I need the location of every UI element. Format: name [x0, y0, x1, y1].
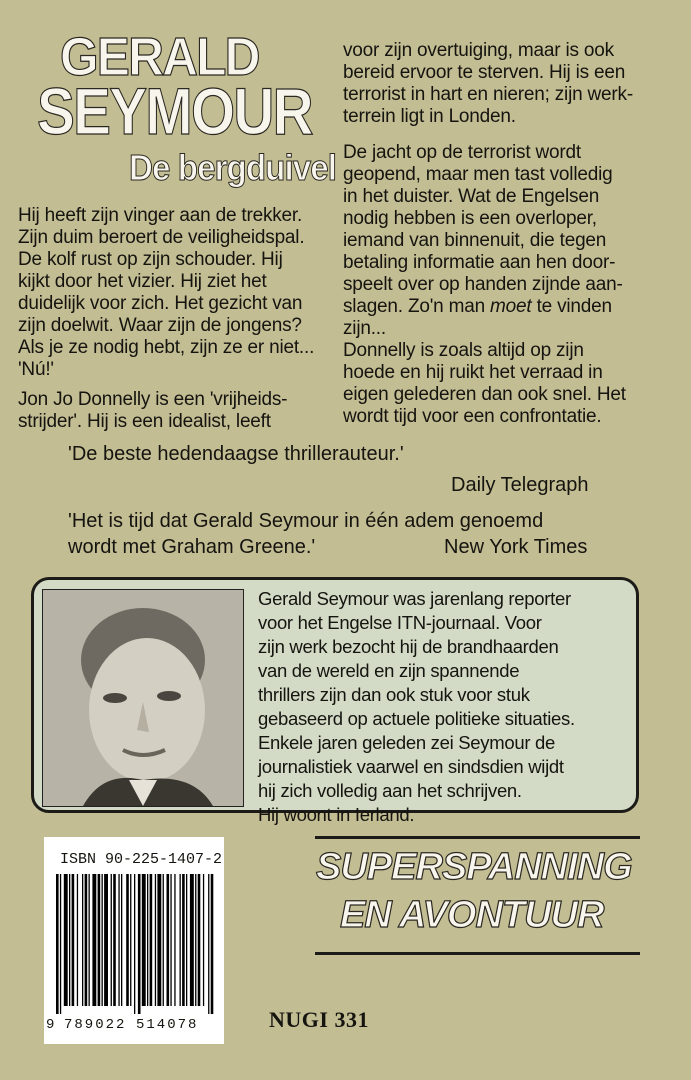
barcode-bar [102, 874, 103, 1006]
barcode-bar [126, 874, 129, 1006]
bio-line: thrillers zijn dan ook stuk voor stuk [258, 684, 530, 705]
bio-line: Enkele jaren geleden zei Seymour de [258, 732, 555, 753]
blurb-line: betaling informatie aan hen door- [343, 252, 616, 273]
barcode-digit-first: 9 [46, 1017, 55, 1033]
barcode-bar [60, 874, 61, 1014]
barcode-bar [82, 874, 83, 1006]
barcode-bar [64, 874, 68, 1006]
barcode-image [56, 874, 214, 1014]
author-portrait-image [43, 590, 243, 806]
bio-line: Gerald Seymour was jarenlang reporter [258, 588, 571, 609]
barcode-bar [147, 874, 148, 1006]
author-photo [42, 589, 244, 807]
emphasis-text: moet [490, 296, 532, 317]
blurb-line: geopend, maar men tast volledig [343, 164, 613, 185]
blurb-line: Jon Jo Donnelly is een 'vrijheids- [18, 389, 288, 410]
book-title: De bergduivel [129, 147, 337, 188]
review-quote-2-line1: 'Het is tijd dat Gerald Seymour in één adem genoemd [68, 510, 544, 532]
barcode-bar [180, 874, 181, 1006]
blurb-line: De jacht op de terrorist wordt [343, 142, 581, 163]
barcode-bar [85, 874, 88, 1006]
review-source-2: New York Times [444, 536, 588, 558]
review-quote-2-line2: wordt met Graham Greene.' [68, 536, 316, 558]
blurb-line: kijkt door het vizier. Hij ziet het [18, 271, 267, 292]
slogan-top-rule [315, 836, 640, 839]
blurb-line: strijder'. Hij is een idealist, leeft [18, 411, 271, 432]
bio-line: hij zich volledig aan het schrijven. [258, 780, 522, 801]
blurb-line: duidelijk voor zich. Het gezicht van [18, 293, 303, 314]
barcode-bar [92, 874, 96, 1006]
blurb-line: nodig hebben is een overloper, [343, 208, 597, 229]
author-name-line1: GERALD [60, 27, 259, 87]
blurb-line: terrein ligt in Londen. [343, 106, 516, 127]
blurb-line: wordt tijd voor een confrontatie. [343, 406, 602, 427]
barcode-digits-right: 514078 [136, 1017, 199, 1033]
barcode-bar [203, 874, 204, 1006]
blurb-line: Hij heeft zijn vinger aan de trekker. [18, 205, 303, 226]
blurb-line: eigen gelederen dan ook snel. Het [343, 384, 626, 405]
barcode-bar [121, 874, 122, 1006]
blurb-line: Zijn duim beroert de veiligheidspal. [18, 227, 305, 248]
bio-line: zijn werk bezocht hij de brandhaarden [258, 636, 559, 657]
barcode-bar [190, 874, 194, 1006]
barcode-bar [138, 874, 141, 1014]
barcode-bar [142, 874, 146, 1006]
blurb-line: De kolf rust op zijn schouder. Hij [18, 249, 283, 270]
blurb-line: Donnelly is zoals altijd op zijn [343, 340, 584, 361]
series-slogan-line1: SUPERSPANNING [316, 846, 632, 888]
barcode-bar [72, 874, 75, 1006]
barcode-bar [195, 874, 196, 1006]
blurb-left-column [18, 205, 314, 433]
barcode-bar [69, 874, 70, 1006]
blurb-line: terrorist in hart en nieren; zijn werk- [343, 84, 633, 105]
blurb-text: te vinden [531, 296, 612, 317]
blurb-line: bereid ervoor te sterven. Hij is een [343, 62, 626, 83]
blurb-line: in het duister. Wat de Engelsen [343, 186, 600, 207]
barcode-bar [155, 874, 156, 1006]
bio-line: van de wereld en zijn spannende [258, 660, 520, 681]
bio-line: gebaseerd op actuele politieke situaties. [258, 708, 575, 729]
barcode-bar [118, 874, 119, 1006]
blurb-line: speelt over op handen zijnde aan- [343, 274, 623, 295]
barcode-bar [170, 874, 171, 1006]
blurb-text: slagen. Zo'n man [343, 296, 491, 317]
review-quote-1: 'De beste hedendaagse thrillerauteur.' [68, 443, 404, 465]
barcode-bar [211, 874, 214, 1014]
barcode-bar [208, 874, 209, 1014]
bio-line: Hij woont in Ierland. [258, 804, 415, 825]
barcode-bar [111, 874, 112, 1006]
barcode-bar [98, 874, 101, 1006]
barcode-bar [198, 874, 201, 1006]
barcode-bar [113, 874, 116, 1006]
bio-line: voor het Engelse ITN-journaal. Voor [258, 612, 542, 633]
isbn-number: ISBN 90-225-1407-2 [60, 851, 223, 868]
barcode-bar [186, 874, 187, 1006]
blurb-line: zijn doelwit. Waar zijn de jongens? [18, 315, 302, 336]
series-slogan-line2: EN AVONTUUR [340, 894, 604, 936]
barcode-bar [77, 874, 78, 1006]
bio-line: journalistiek vaarwel en sindsdien wijdt [258, 756, 564, 777]
blurb-line: iemand van binnenuit, die tegen [343, 230, 607, 251]
blurb-line: 'Nú!' [18, 359, 54, 380]
barcode-bar [104, 874, 108, 1006]
barcode-bar [56, 874, 59, 1014]
barcode-bar [167, 874, 170, 1006]
barcode-bar [174, 874, 175, 1006]
blurb-line: zijn... [343, 318, 386, 339]
blurb-line: Als je ze nodig hebt, zijn ze er niet... [18, 337, 315, 358]
barcode-bar [163, 874, 164, 1006]
blurb-line: voor zijn overtuiging, maar is ook [343, 40, 614, 61]
author-bio-text [258, 587, 575, 827]
barcode-bar [130, 874, 131, 1006]
slogan-bottom-rule [315, 952, 640, 955]
barcode-bar [134, 874, 135, 1014]
barcode-bar [150, 874, 153, 1006]
barcode-digits-left: 789022 [64, 1017, 127, 1033]
blurb-line: hoede en hij ruikt het verraad in [343, 362, 603, 383]
barcode-bar [182, 874, 185, 1006]
author-name-line2: SEYMOUR [37, 74, 312, 148]
nugi-code: NUGI 331 [269, 1007, 369, 1032]
blurb-line [343, 296, 633, 318]
review-source-1: Daily Telegraph [451, 474, 589, 496]
barcode-bar [89, 874, 90, 1006]
blurb-right-column [343, 40, 633, 428]
barcode-bar [157, 874, 161, 1006]
